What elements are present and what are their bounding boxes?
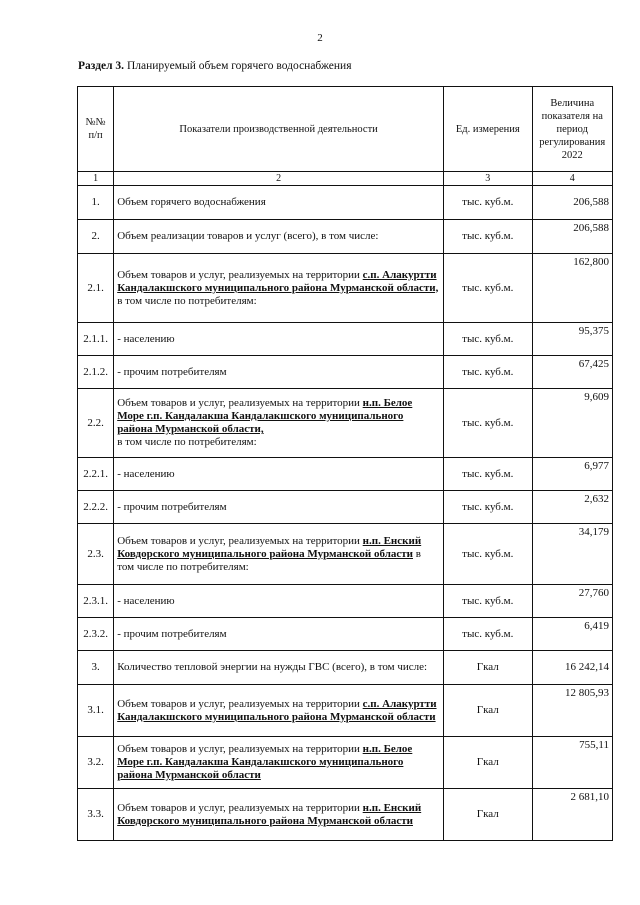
table-row [78,389,613,458]
row-indicator [114,389,444,458]
table-row [78,491,613,524]
row-unit: тыс. куб.м. [444,585,532,618]
section-title: Планируемый объем горячего водоснабжения [126,60,352,72]
indicator-text: Объем товаров и услуг, реализуемых на территории [117,801,363,814]
row-unit: Гкал [444,651,532,685]
row-value: 6,419 [532,618,612,651]
row-unit: тыс. куб.м. [444,618,532,651]
row-indicator [114,685,444,737]
row-value: 34,179 [532,524,612,585]
territory-name: н.п. Белое Море г.п. Кандалакша Кандалакшского муниципального района Мурманской области [117,743,413,781]
table-row [78,254,613,323]
row-number: 2.1.1. [78,323,114,356]
section-label: Раздел 3. [78,60,125,72]
row-value: 95,375 [532,323,612,356]
row-indicator [114,524,444,585]
row-value: 9,609 [532,389,612,458]
row-indicator [114,618,444,651]
row-indicator [114,585,444,618]
row-number: 2.3. [78,524,114,585]
row-value: 206,588 [532,220,612,254]
hot-water-volume-table [77,86,613,841]
row-number: 2. [78,220,114,254]
col-index-4: 4 [532,172,612,186]
row-unit: тыс. куб.м. [444,524,532,585]
table-row [78,356,613,389]
row-number: 2.3.1. [78,585,114,618]
indicator-text: - населению [117,594,175,607]
indicator-text: Объем горячего водоснабжения [117,196,266,208]
table-header-row [78,87,613,172]
indicator-text: Объем товаров и услуг, реализуемых на территории [117,534,363,547]
row-indicator [114,458,444,491]
header-indicator: Показатели производственной деятельности [114,87,444,172]
table-row [78,789,613,841]
table-row [78,651,613,685]
row-unit: тыс. куб.м. [444,220,532,254]
row-value: 16 242,14 [532,651,612,685]
row-unit: тыс. куб.м. [444,458,532,491]
row-unit: Гкал [444,789,532,841]
table-row [78,220,613,254]
indicator-text: - прочим потребителям [117,365,227,378]
indicator-suffix: в том числе по потребителям: [117,294,257,307]
row-number: 2.1.2. [78,356,114,389]
indicator-suffix: в том числе по потребителям: [117,547,421,573]
row-value: 2 681,10 [532,789,612,841]
territory-name: с.п. Алакуртти Кандалакшского муниципального района Мурманской области, [117,268,439,294]
table-row [78,186,613,220]
row-value: 206,588 [532,186,612,220]
row-unit: тыс. куб.м. [444,254,532,323]
header-num: №№ п/п [78,87,114,172]
row-unit: Гкал [444,737,532,789]
indicator-text: - населению [117,467,175,480]
indicator-text: Объем товаров и услуг, реализуемых на территории [117,268,363,281]
indicator-text: Объем товаров и услуг, реализуемых на территории [117,697,363,710]
table-row [78,685,613,737]
indicator-text: Объем реализации товаров и услуг (всего), в том числе: [117,230,379,242]
territory-name: н.п. Белое Море г.п. Кандалакша Кандалакшского муниципального района Мурманской области, [117,397,413,435]
row-indicator [114,254,444,323]
indicator-text: Количество тепловой энергии на нужды ГВС (всего), в том числе: [117,661,428,673]
row-number: 2.3.2. [78,618,114,651]
row-indicator [114,323,444,356]
indicator-suffix: в том числе по потребителям: [117,436,257,448]
row-indicator [114,651,444,685]
row-indicator [114,356,444,389]
indicator-text: Объем товаров и услуг, реализуемых на территории [117,743,363,755]
indicator-text: - прочим потребителям [117,627,227,640]
row-unit: тыс. куб.м. [444,389,532,458]
row-indicator [114,186,444,220]
row-number: 2.2.1. [78,458,114,491]
table-row [78,737,613,789]
col-index-1: 1 [78,172,114,186]
section-heading [78,60,352,72]
row-number: 2.2.2. [78,491,114,524]
territory-name: н.п. Енский Ковдорского муниципального района Мурманской области [117,534,422,560]
row-value: 67,425 [532,356,612,389]
indicator-text: - прочим потребителям [117,500,227,513]
row-number: 3.1. [78,685,114,737]
row-value: 27,760 [532,585,612,618]
row-indicator [114,789,444,841]
row-number: 3.3. [78,789,114,841]
row-indicator [114,220,444,254]
row-indicator [114,737,444,789]
col-index-3: 3 [444,172,532,186]
header-value: Величина показателя на период регулирования 2022 [532,87,612,172]
table-row [78,585,613,618]
table-row [78,458,613,491]
row-unit: тыс. куб.м. [444,356,532,389]
table-row [78,323,613,356]
territory-name: н.п. Енский Ковдорского муниципального района Мурманской области [117,801,422,827]
row-unit: тыс. куб.м. [444,186,532,220]
row-number: 1. [78,186,114,220]
indicator-text: Объем товаров и услуг, реализуемых на территории [117,397,363,409]
row-value: 6,977 [532,458,612,491]
row-number: 3. [78,651,114,685]
row-number: 3.2. [78,737,114,789]
col-index-2: 2 [114,172,444,186]
header-unit: Ед. измерения [444,87,532,172]
row-value: 755,11 [532,737,612,789]
row-value: 2,632 [532,491,612,524]
page-number: 2 [317,32,323,44]
table-row [78,524,613,585]
row-indicator [114,491,444,524]
table-row [78,618,613,651]
row-unit: Гкал [444,685,532,737]
row-value: 162,800 [532,254,612,323]
column-index-row [78,172,613,186]
row-unit: тыс. куб.м. [444,491,532,524]
row-value: 12 805,93 [532,685,612,737]
row-unit: тыс. куб.м. [444,323,532,356]
territory-name: с.п. Алакуртти Кандалакшского муниципального района Мурманской области [117,697,437,723]
row-number: 2.1. [78,254,114,323]
indicator-text: - населению [117,332,175,345]
row-number: 2.2. [78,389,114,458]
